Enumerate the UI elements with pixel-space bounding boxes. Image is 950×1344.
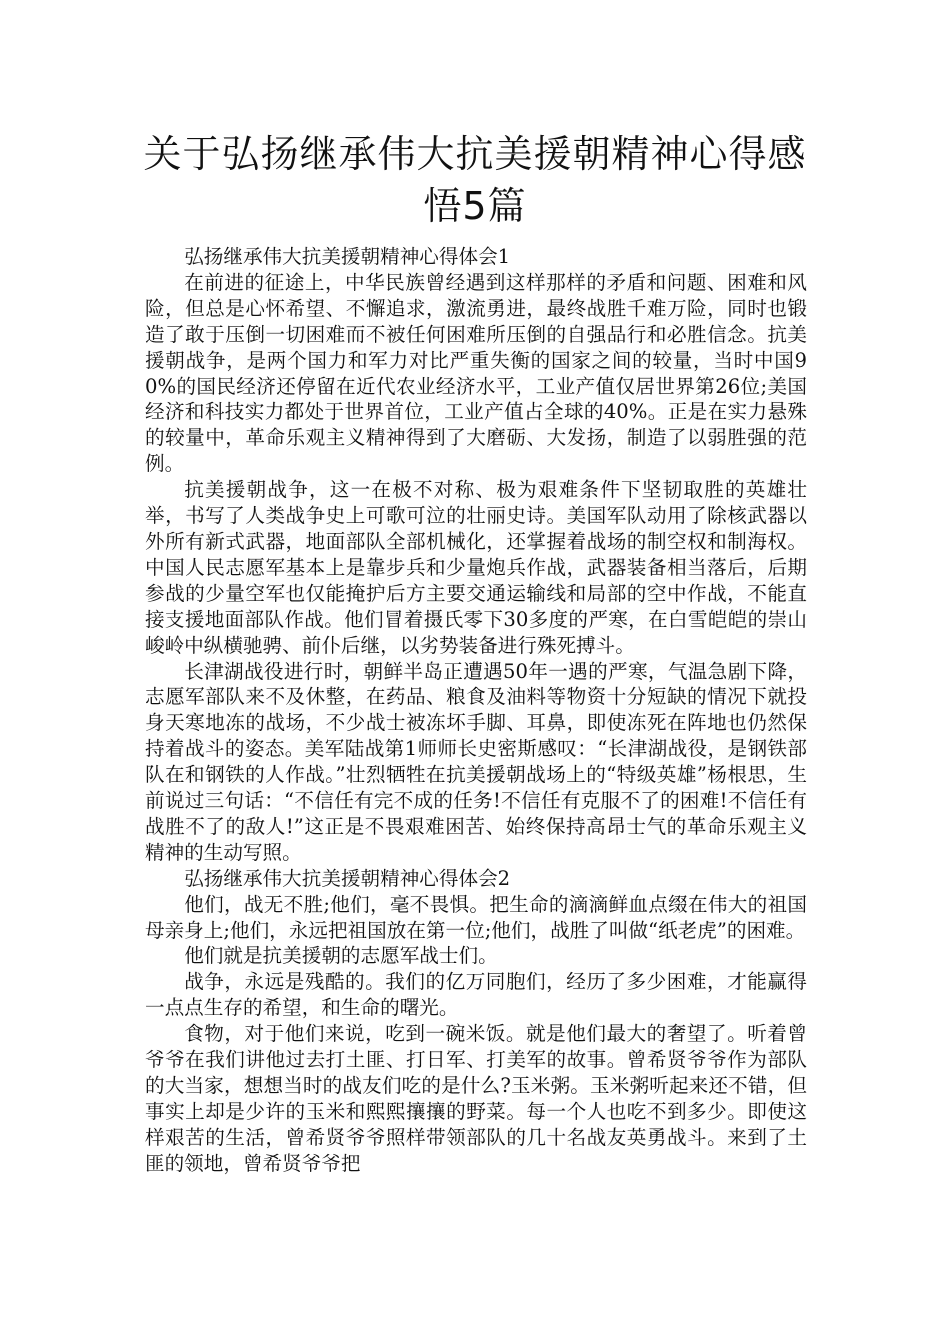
title-line-2: 悟5篇 (423, 184, 527, 228)
paragraph: 抗美援朝战争，这一在极不对称、极为艰难条件下坚韧取胜的英雄壮举，书写了人类战争史上可歌可泣的壮丽史诗。美国军队动用了除核武器以外所有新式武器，地面部队全部机械化，还掌握着战场的制空权和制海权。中国人民志愿军基本上是靠步兵和少量炮兵作战，武器装备相当落后，后期参战的少量空军也仅能掩护后方主要交通运输线和局部的空中作战，不能直接支援地面部队作战。他们冒着摄氏零下30多度的严寒，在白雪皑皑的崇山峻岭中纵横驰骋、前仆后继，以劣势装备进行殊死搏斗。 (145, 478, 807, 657)
paragraph: 他们就是抗美援朝的志愿军战士们。 (184, 944, 498, 968)
paragraph: 在前进的征途上，中华民族曾经遇到这样那样的矛盾和问题、困难和风险，但总是心怀希望、不懈追求，激流勇进，最终战胜千难万险，同时也锻造了敢于压倒一切困难而不被任何困难所压倒的自强品行和必胜信念。抗美援朝战争，是两个国力和军力对比严重失衡的国家之间的较量，当时中国90%的国民经济还停留在近代农业经济水平，工业产值仅居世界第26位;美国经济和科技实力都处于世界首位，工业产值占全球的40%。正是在实力悬殊的较量中，革命乐观主义精神得到了大磨砺、大发扬，制造了以弱胜强的范例。 (145, 270, 807, 476)
paragraph: 他们，战无不胜;他们，毫不畏惧。把生命的滴滴鲜血点缀在伟大的祖国母亲身上;他们，永远把祖国放在第一位;他们，战胜了叫做“纸老虎”的困难。 (145, 892, 807, 942)
title-line-1: 关于弘扬继承伟大抗美援朝精神心得感 (143, 132, 807, 176)
document-body (145, 244, 807, 1177)
paragraph: 食物，对于他们来说，吃到一碗米饭。就是他们最大的奢望了。听着曾爷爷在我们讲他过去打土匪、打日军、打美军的故事。曾希贤爷爷作为部队的大当家，想想当时的战友们吃的是什么?玉米粥。玉米粥听起来还不错，但事实上却是少许的玉米和熙熙攘攘的野菜。每一个人也吃不到多少。即使这样艰苦的生活，曾希贤爷爷照样带领部队的几十名战友英勇战斗。来到了土匪的领地，曾希贤爷爷把 (145, 1022, 807, 1175)
section-heading-2: 弘扬继承伟大抗美援朝精神心得体会2 (184, 866, 511, 890)
document-title (100, 128, 850, 232)
paragraph: 长津湖战役进行时，朝鲜半岛正遭遇50年一遇的严寒，气温急剧下降，志愿军部队来不及休整，在药品、粮食及油料等物资十分短缺的情况下就投身天寒地冻的战场，不少战士被冻坏手脚、耳鼻，即使冻死在阵地也仍然保持着战斗的姿态。美军陆战第1师师长史密斯感叹：“长津湖战役，是钢铁部队在和钢铁的人作战。”壮烈牺牲在抗美援朝战场上的“特级英雄”杨根思，生前说过三句话：“不信任有完不成的任务!不信任有克服不了的困难!不信任有战胜不了的敌人!”这正是不畏艰难困苦、始终保持高昂士气的革命乐观主义精神的生动写照。 (145, 659, 807, 864)
paragraph: 战争，永远是残酷的。我们的亿万同胞们，经历了多少困难，才能赢得一点点生存的希望，和生命的曙光。 (145, 970, 807, 1020)
section-heading-1: 弘扬继承伟大抗美援朝精神心得体会1 (184, 245, 511, 268)
